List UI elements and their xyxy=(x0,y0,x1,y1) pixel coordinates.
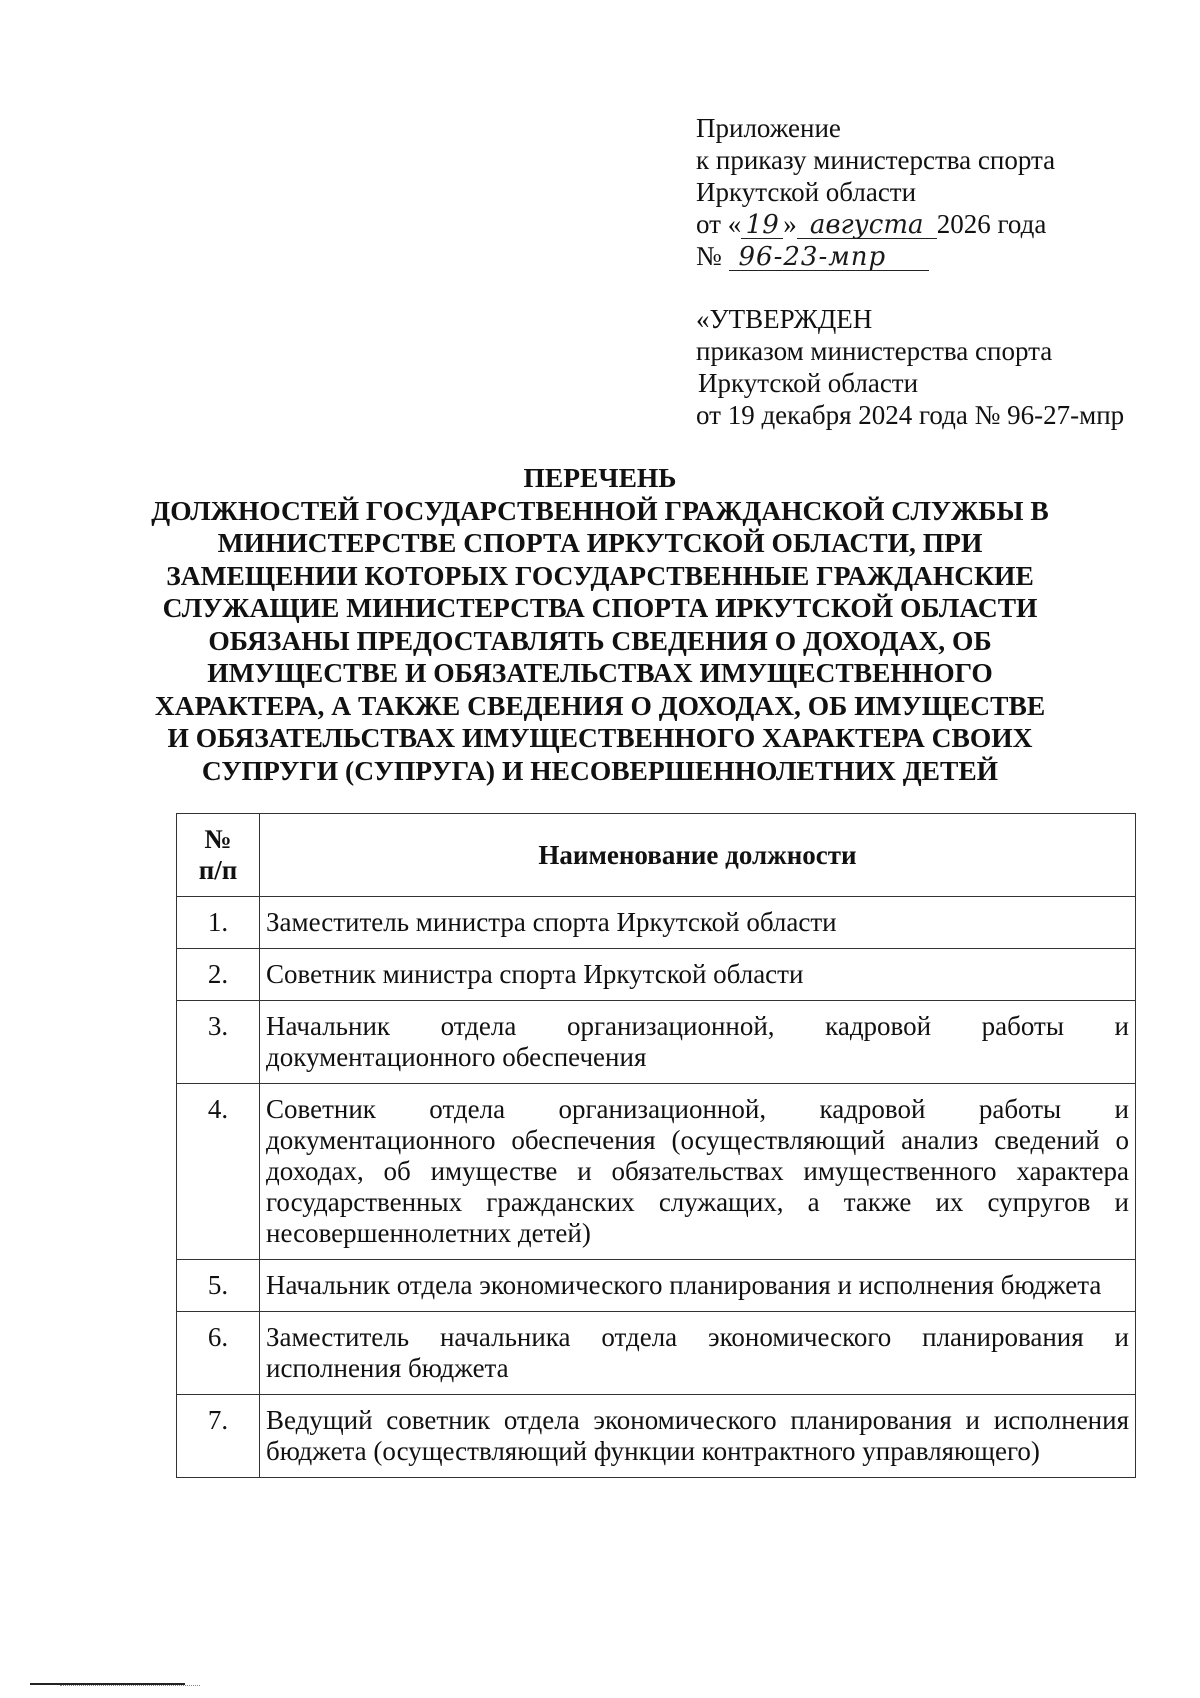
date-mid: » xyxy=(783,209,797,239)
title-line-8: ХАРАКТЕРА, А ТАКЖЕ СВЕДЕНИЯ О ДОХОДАХ, ОБ ИМУЩЕСТВЕ xyxy=(154,689,1046,721)
row-position-name: Начальник отдела экономического планирования и исполнения бюджета xyxy=(260,1260,1136,1312)
row-number: 5. xyxy=(177,1260,260,1312)
approved-header xyxy=(696,303,1176,431)
row-number: 6. xyxy=(177,1312,260,1395)
date-suffix: 2026 года xyxy=(936,209,1047,239)
number-prefix: № xyxy=(696,241,722,271)
approved-line-4: от 19 декабря 2024 года № 96-27-мпр xyxy=(696,400,1125,430)
footer-dotted-line xyxy=(60,1685,200,1686)
header-number-sign: № xyxy=(204,824,232,854)
row-position-name: Советник отдела организационной, кадровой работы и документационного обеспечения (осуществляющий анализ сведений о доходах, об имуществе и обязательствах имущественного характера государственных гражданских служащих, а также их супругов и несовершеннолетних детей) xyxy=(260,1084,1136,1260)
header-number xyxy=(177,814,260,897)
appendix-line-3: Иркутской области xyxy=(696,177,917,207)
table-row xyxy=(177,1001,1136,1084)
appendix-header xyxy=(696,112,1166,272)
row-number: 2. xyxy=(177,949,260,1001)
table-row xyxy=(177,1395,1136,1478)
appendix-number-line xyxy=(696,240,1166,272)
document-title xyxy=(100,462,1100,787)
header-number-label: п/п xyxy=(198,855,238,885)
title-line-5: СЛУЖАЩИЕ МИНИСТЕРСТВА СПОРТА ИРКУТСКОЙ ОБЛАСТИ xyxy=(162,592,1038,623)
row-number: 4. xyxy=(177,1084,260,1260)
title-line-3: МИНИСТЕРСТВЕ СПОРТА ИРКУТСКОЙ ОБЛАСТИ, ПРИ xyxy=(217,527,983,558)
positions-table xyxy=(176,813,1136,1478)
row-position-name: Советник министра спорта Иркутской области xyxy=(260,949,1136,1001)
row-position-name: Начальник отдела организационной, кадровой работы и документационного обеспечения xyxy=(260,1001,1136,1084)
handwritten-month: августа xyxy=(797,212,937,239)
appendix-line-2: к приказу министерства спорта xyxy=(696,145,1056,175)
appendix-date-line xyxy=(696,208,1166,240)
title-line-7: ИМУЩЕСТВЕ И ОБЯЗАТЕЛЬСТВАХ ИМУЩЕСТВЕННОГО xyxy=(207,657,993,688)
handwritten-number: 96-23-мпр xyxy=(729,244,929,271)
row-number: 3. xyxy=(177,1001,260,1084)
row-position-name: Ведущий советник отдела экономического планирования и исполнения бюджета (осуществляющий функции контрактного управляющего) xyxy=(260,1395,1136,1478)
title-line-6: ОБЯЗАНЫ ПРЕДОСТАВЛЯТЬ СВЕДЕНИЯ О ДОХОДАХ, ОБ xyxy=(208,624,992,656)
date-prefix: от « xyxy=(696,209,742,239)
handwritten-day: 19 xyxy=(741,212,783,239)
table-header-row xyxy=(177,814,1136,897)
row-number: 7. xyxy=(177,1395,260,1478)
approved-line-1: «УТВЕРЖДЕН xyxy=(696,304,873,334)
row-number: 1. xyxy=(177,897,260,949)
title-line-10: СУПРУГИ (СУПРУГА) И НЕСОВЕРШЕННОЛЕТНИХ ДЕТЕЙ xyxy=(201,754,999,786)
table-row xyxy=(177,1084,1136,1260)
approved-line-3: Иркутской области xyxy=(698,368,919,398)
title-line-1: ПЕРЕЧЕНЬ xyxy=(523,462,677,493)
table-row xyxy=(177,949,1136,1001)
table-row xyxy=(177,897,1136,949)
title-line-9: И ОБЯЗАТЕЛЬСТВАХ ИМУЩЕСТВЕННОГО ХАРАКТЕРА СВОИХ xyxy=(167,722,1033,753)
title-line-4: ЗАМЕЩЕНИИ КОТОРЫХ ГОСУДАРСТВЕННЫЕ ГРАЖДАНСКИЕ xyxy=(166,559,1034,591)
header-position-name: Наименование должности xyxy=(260,814,1136,897)
table-row xyxy=(177,1260,1136,1312)
title-line-2: ДОЛЖНОСТЕЙ ГОСУДАРСТВЕННОЙ ГРАЖДАНСКОЙ СЛУЖБЫ В xyxy=(151,494,1049,526)
table-row xyxy=(177,1312,1136,1395)
row-position-name: Заместитель начальника отдела экономического планирования и исполнения бюджета xyxy=(260,1312,1136,1395)
appendix-line-1: Приложение xyxy=(696,113,841,143)
approved-line-2: приказом министерства спорта xyxy=(696,336,1053,366)
row-position-name: Заместитель министра спорта Иркутской области xyxy=(260,897,1136,949)
